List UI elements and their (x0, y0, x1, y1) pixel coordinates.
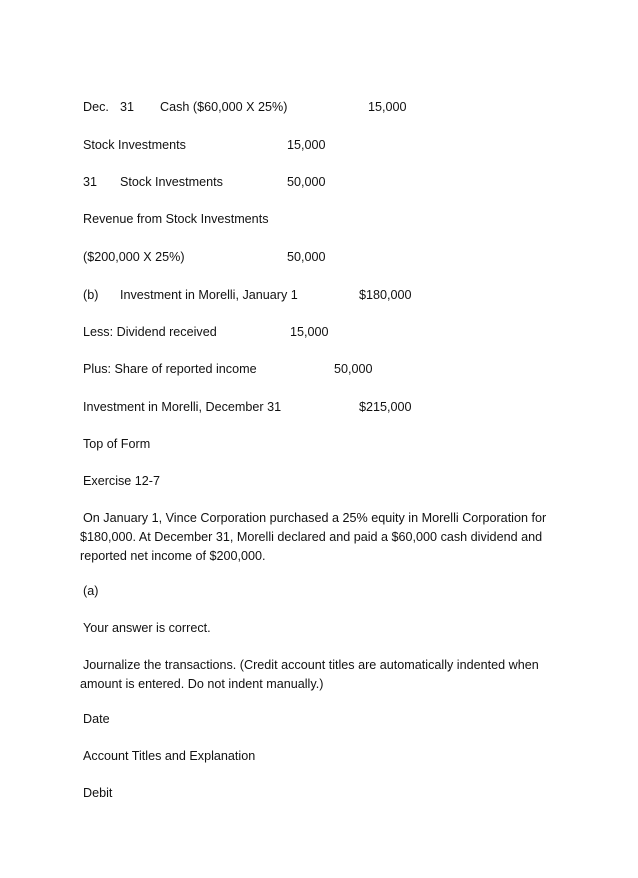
entry-debit: 15,000 (368, 100, 407, 114)
entry-day: 31 (83, 175, 98, 189)
header-date: Date (83, 712, 110, 726)
problem-text: On January 1, Vince Corporation purchased a 25% equity in Morelli Corporation for $180,000. At December 31, Morelli declared and paid a $60,000 cash dividend and reported net income of $200,000. (80, 511, 547, 563)
part-b-amount: 50,000 (334, 362, 373, 376)
exercise-title: Exercise 12-7 (83, 474, 160, 488)
entry-debit: 50,000 (287, 175, 326, 189)
part-b-amount: 15,000 (290, 325, 329, 339)
entry-account: ($200,000 X 25%) (83, 250, 185, 264)
part-a-label: (a) (83, 584, 99, 598)
part-b-text: Less: Dividend received (83, 325, 217, 339)
status-message: Your answer is correct. (83, 621, 211, 635)
entry-credit: 15,000 (287, 138, 326, 152)
entry-account: Cash ($60,000 X 25%) (160, 100, 288, 114)
header-debit: Debit (83, 786, 113, 800)
entry-credit: 50,000 (287, 250, 326, 264)
part-b-amount: $215,000 (359, 400, 412, 414)
part-b-amount: $180,000 (359, 288, 412, 302)
header-account-titles: Account Titles and Explanation (83, 749, 256, 763)
part-b-text: Plus: Share of reported income (83, 362, 257, 376)
part-b-text: Investment in Morelli, January 1 (120, 288, 298, 302)
entry-month: Dec. (83, 100, 109, 114)
top-of-form: Top of Form (83, 437, 151, 451)
entry-account: Stock Investments (120, 175, 223, 189)
part-b-text: Investment in Morelli, December 31 (83, 400, 282, 414)
entry-account: Revenue from Stock Investments (83, 212, 269, 226)
entry-account: Stock Investments (83, 138, 186, 152)
instructions-text: Journalize the transactions. (Credit account titles are automatically indented when amount is entered. Do not indent manually.) (80, 658, 539, 691)
entry-day: 31 (120, 100, 135, 114)
part-b-label: (b) (83, 288, 99, 302)
